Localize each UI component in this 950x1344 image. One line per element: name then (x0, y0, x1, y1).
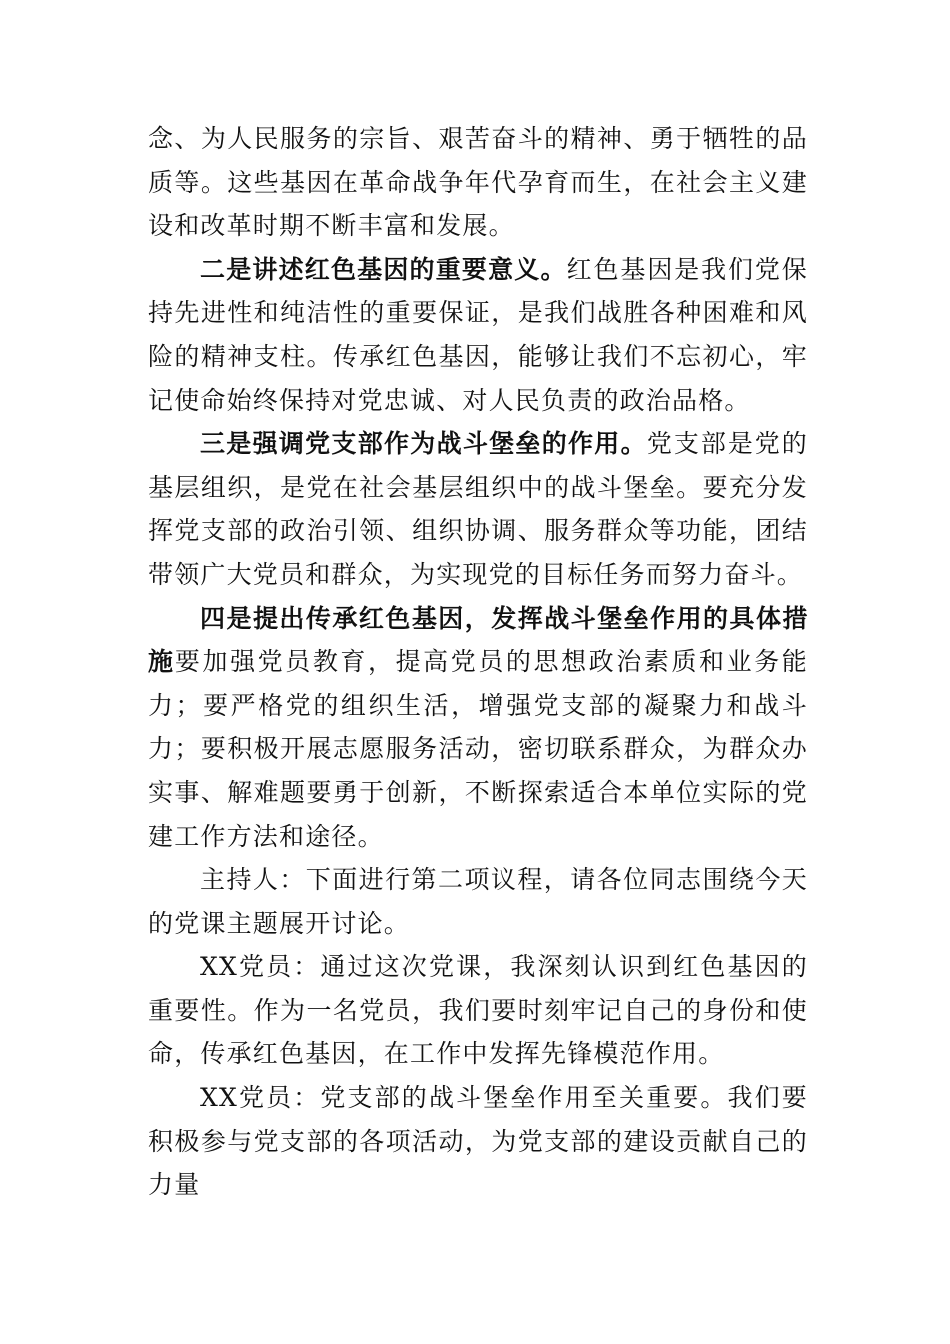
document-page (148, 117, 808, 1207)
paragraph-heading: 三是强调党支部作为战斗堡垒的作用。 (200, 429, 647, 459)
paragraph-measures (148, 597, 808, 859)
paragraph-text: 红色基因是我们党保持先进性和纯洁性的重要保证，是我们战胜各种困难和风险的精神支柱。传承红色基因，能够让我们不忘初心，牢记使命始终保持对党忠诚、对人民负责的政治品格。 (148, 254, 808, 415)
paragraph-host (148, 858, 808, 945)
paragraph-member-2 (148, 1076, 808, 1207)
paragraph-continuation (148, 117, 808, 248)
paragraph-text: 主持人：下面进行第二项议程，请各位同志围绕今天的党课主题展开讨论。 (148, 865, 808, 938)
paragraph-text: 党支部是党的基层组织，是党在社会基层组织中的战斗堡垒。要充分发挥党支部的政治引领、组织协调、服务群众等功能，团结带领广大党员和群众，为实现党的目标任务而努力奋斗。 (148, 429, 808, 589)
paragraph-heading: 四是提出传承红色基因，发挥战斗堡垒作用的具体措施 (148, 603, 808, 677)
paragraph-branch-role (148, 422, 808, 596)
paragraph-member-1 (148, 945, 808, 1076)
paragraph-text: XX党员：党支部的战斗堡垒作用至关重要。我们要积极参与党支部的各项活动，为党支部的建设贡献自己的力量 (148, 1083, 808, 1200)
paragraph-significance (148, 248, 808, 422)
paragraph-heading: 二是讲述红色基因的重要意义。 (200, 254, 567, 284)
paragraph-text: 要加强党员教育，提高党员的思想政治素质和业务能力；要严格党的组织生活，增强党支部的凝聚力和战斗力；要积极开展志愿服务活动，密切联系群众，为群众办实事、解难题要勇于创新，不断探索适合本单位实际的党建工作方法和途径。 (148, 647, 808, 851)
paragraph-text: 念、为人民服务的宗旨、艰苦奋斗的精神、勇于牺牲的品质等。这些基因在革命战争年代孕育而生，在社会主义建设和改革时期不断丰富和发展。 (148, 124, 808, 241)
paragraph-text: XX党员：通过这次党课，我深刻认识到红色基因的重要性。作为一名党员，我们要时刻牢记自己的身份和使命，传承红色基因，在工作中发挥先锋模范作用。 (148, 952, 808, 1069)
